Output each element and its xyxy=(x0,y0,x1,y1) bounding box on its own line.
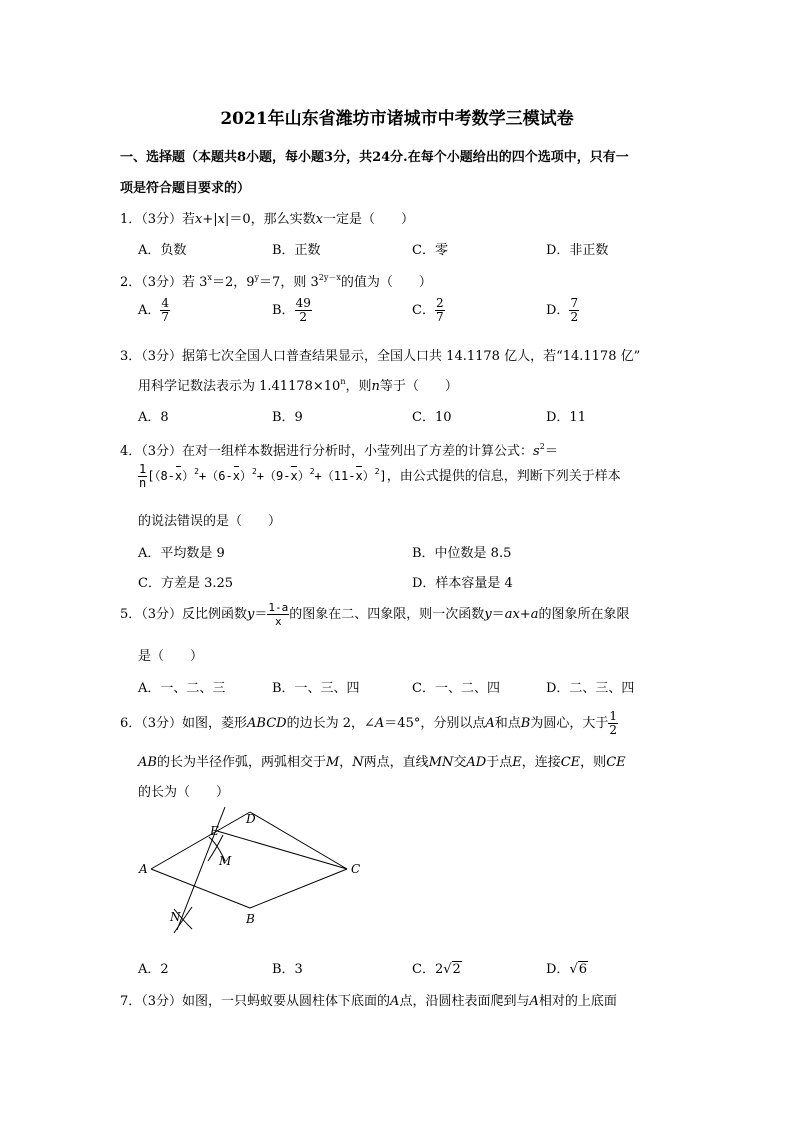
side-ad xyxy=(151,812,250,869)
side-cb xyxy=(250,869,347,908)
label-n: N xyxy=(170,910,181,924)
question-1: 1．（3分）若x+|x|＝0，那么实数x一定是（ ） xyxy=(120,212,415,227)
question-5: 5．（3分）反比例函数y＝ $\frac{1-a}{x}$ 的图象在二、四象限，则一次函数y＝ax+a的图象所在象限 xyxy=(120,601,630,628)
q3-option-c[interactable]: C．10 xyxy=(412,410,452,425)
label-c: C xyxy=(351,862,361,876)
q6-option-d[interactable]: D．√6 xyxy=(546,962,588,977)
q2-option-d[interactable]: D． $\frac{7}{2}$ xyxy=(546,296,579,324)
question-6: 6．（3分）如图，菱形ABCD的边长为 2，∠A＝45°，分别以点A和点B为圆心，大于 $\frac{1}{2}$ xyxy=(120,709,617,737)
q4-option-a[interactable]: A．平均数是 9 xyxy=(138,546,225,561)
q6-option-c[interactable]: C．2√2 xyxy=(412,962,461,977)
label-d: D xyxy=(246,812,256,826)
q1-option-a[interactable]: A．负数 xyxy=(138,243,187,258)
q1-option-c[interactable]: C．零 xyxy=(412,243,448,258)
page-title: 2021年山东省潍坊市诸城市中考数学三模试卷 xyxy=(220,109,574,129)
section-heading-cont: 项是符合题目要求的） xyxy=(120,181,251,196)
label-a: A xyxy=(139,862,148,876)
q5-option-d[interactable]: D．二、三、四 xyxy=(546,681,635,696)
label-b: B xyxy=(246,912,255,926)
q3-option-b[interactable]: B．9 xyxy=(272,410,303,425)
side-ba xyxy=(151,869,250,908)
rhombus-figure xyxy=(130,805,380,945)
label-m: M xyxy=(219,854,232,868)
question-5-cont: 是（ ） xyxy=(138,649,204,664)
q2-option-b[interactable]: B． $\frac{49}{2}$ xyxy=(272,296,311,324)
question-7: 7．（3分）如图，一只蚂蚁要从圆柱体下底面的A点，沿圆柱表面爬到与A相对的上底面 xyxy=(120,994,617,1009)
q4-option-b[interactable]: B．中位数是 8.5 xyxy=(412,546,512,561)
q3-option-a[interactable]: A．8 xyxy=(138,410,169,425)
q6-option-b[interactable]: B．3 xyxy=(272,962,303,977)
q6-option-a[interactable]: A．2 xyxy=(138,962,169,977)
q1-option-b[interactable]: B．正数 xyxy=(272,243,321,258)
label-e: E xyxy=(210,824,219,838)
segment-ce xyxy=(217,831,347,869)
q2-option-a[interactable]: A． $\frac{4}{7}$ xyxy=(138,296,170,324)
q5-option-a[interactable]: A．一、二、三 xyxy=(138,681,226,696)
question-3-cont: 用科学记数法表示为 $1.41178\times 10^n$，则n等于（ ） xyxy=(138,377,458,394)
question-4-cont: 的说法错误的是（ ） xyxy=(138,514,282,529)
question-2: 2．（3分）若 $3^x=2$，$9^y=7$，则 $3^{2y-x}$的值为（ ） xyxy=(120,273,432,290)
variance-formula: $\frac{1}{n}$ $[(8-x)^2+(6-x)^2+(9-x)^2+(11-x)^2]$，由公式提供的信息，判断下列关于样本 xyxy=(139,462,621,490)
q3-option-d[interactable]: D．11 xyxy=(546,410,586,425)
side-dc xyxy=(250,812,347,869)
q5-option-b[interactable]: B．一、三、四 xyxy=(272,681,360,696)
section-heading: 一、选择题（本题共8小题，每小题3分，共24分.在每个小题给出的四个选项中，只有一 xyxy=(120,150,629,165)
question-4: 4．（3分）在对一组样本数据进行分析时，小莹列出了方差的计算公式：$s^2=$ xyxy=(120,442,558,459)
q1-option-d[interactable]: D．非正数 xyxy=(546,243,609,258)
question-6-cont: AB的长为半径作弧，两弧相交于M，N两点，直线MN交AD于点E，连接CE，则CE xyxy=(138,755,626,770)
question-6-cont2: 的长为（ ） xyxy=(138,785,230,800)
q4-option-c[interactable]: C．方差是 3.25 xyxy=(138,576,234,591)
question-3: 3．（3分）据第七次全国人口普查结果显示，全国人口共 14.1178 亿人，若“14.1178 亿” xyxy=(120,349,641,364)
q5-option-c[interactable]: C．一、二、四 xyxy=(412,681,500,696)
q4-option-d[interactable]: D．样本容量是 4 xyxy=(412,576,513,591)
q2-option-c[interactable]: C． $\frac{2}{7}$ xyxy=(412,296,444,324)
